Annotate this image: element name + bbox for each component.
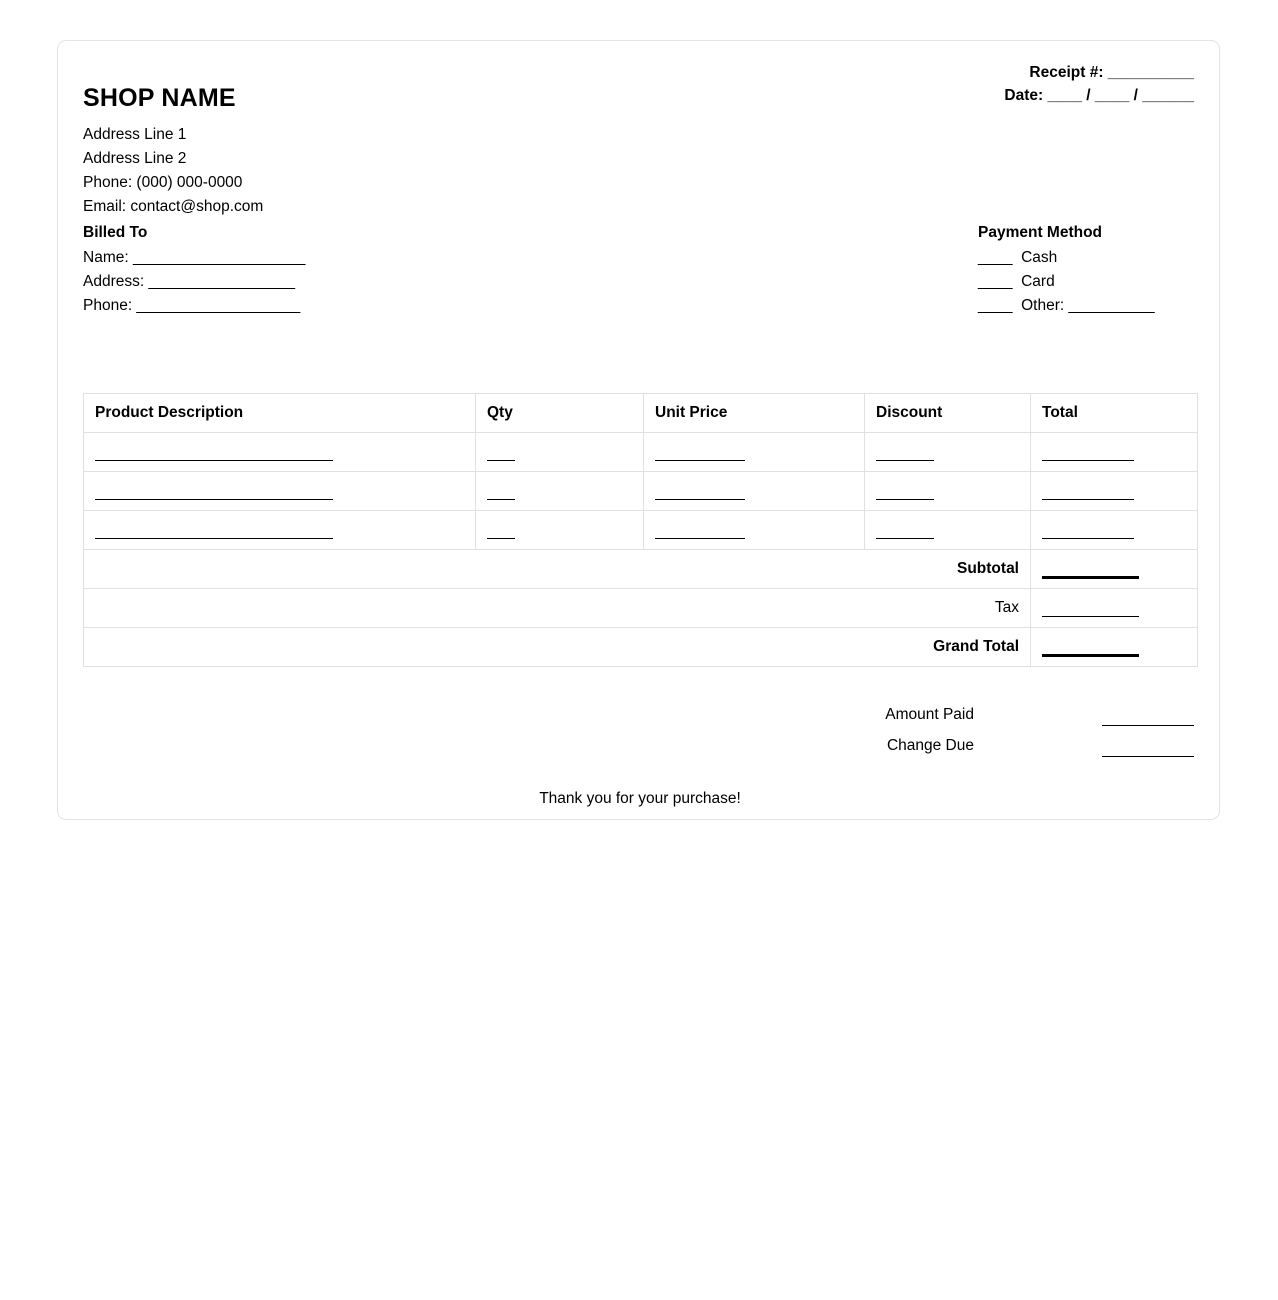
item-description-cell[interactable]	[84, 511, 476, 550]
item-total-cell[interactable]	[1031, 472, 1198, 511]
receipt-date-field[interactable]: Date: ____ / ____ / ______	[1004, 87, 1194, 104]
tax-value-cell[interactable]	[1031, 589, 1198, 628]
item-total-cell[interactable]	[1031, 433, 1198, 472]
amount-paid-rule[interactable]	[1102, 725, 1194, 726]
item-unit-price-cell[interactable]	[644, 472, 865, 511]
column-header-discount: Discount	[865, 394, 1031, 433]
table-row	[84, 433, 1198, 472]
subtotal-value-cell[interactable]	[1031, 550, 1198, 589]
receipt-header	[83, 61, 1194, 221]
item-unit-price-rule	[655, 460, 745, 461]
billed-to-address-field[interactable]: Address: _________________	[83, 273, 296, 290]
shop-address-line-2: Address Line 2	[83, 150, 187, 167]
item-description-cell[interactable]	[84, 472, 476, 511]
item-total-cell[interactable]	[1031, 511, 1198, 550]
shop-contact-block	[83, 123, 263, 219]
item-discount-cell[interactable]	[865, 472, 1031, 511]
item-description-rule	[95, 538, 333, 539]
change-due-rule[interactable]	[1102, 756, 1194, 757]
grand-total-label: Grand Total	[84, 628, 1031, 667]
shop-address-line-1: Address Line 1	[83, 126, 187, 143]
amount-paid-label: Amount Paid	[885, 706, 974, 723]
items-table	[83, 393, 1198, 667]
change-due-row	[83, 737, 1197, 768]
payment-option-other[interactable]: ____ Other: __________	[978, 297, 1155, 314]
billed-to-block	[83, 221, 305, 318]
midsection	[83, 221, 1194, 331]
item-description-rule	[95, 499, 333, 500]
tax-rule	[1042, 616, 1139, 617]
shop-email: Email: contact@shop.com	[83, 198, 264, 215]
change-due-label: Change Due	[886, 737, 974, 754]
shop-phone: Phone: (000) 000-0000	[83, 174, 243, 191]
amount-paid-row	[83, 706, 1197, 737]
tax-row	[84, 589, 1198, 628]
billed-to-phone-field[interactable]: Phone: ___________________	[83, 297, 301, 314]
items-table-body	[84, 433, 1198, 667]
column-header-description: Product Description	[84, 394, 476, 433]
receipt-inner	[83, 61, 1194, 807]
grand-total-row	[84, 628, 1198, 667]
item-total-rule	[1042, 538, 1134, 539]
receipt-number-field[interactable]: Receipt #: __________	[1029, 64, 1194, 81]
thank-you-note: Thank you for your purchase!	[539, 790, 741, 807]
column-header-unit-price: Unit Price	[644, 394, 865, 433]
billed-to-name-field[interactable]: Name: ____________________	[83, 249, 306, 266]
item-qty-rule	[487, 538, 515, 539]
grand-total-rule	[1042, 654, 1139, 657]
subtotal-row	[84, 550, 1198, 589]
payment-method-title: Payment Method	[978, 224, 1103, 241]
receipt-meta-block	[1004, 61, 1194, 107]
receipt-card	[57, 40, 1220, 820]
item-unit-price-cell[interactable]	[644, 511, 865, 550]
table-row	[84, 472, 1198, 511]
item-description-cell[interactable]	[84, 433, 476, 472]
column-header-total: Total	[1031, 394, 1198, 433]
payment-option-card[interactable]: ____ Card	[978, 273, 1055, 290]
item-qty-cell[interactable]	[476, 433, 644, 472]
payment-method-block	[978, 221, 1155, 318]
item-total-rule	[1042, 499, 1134, 500]
subtotal-label: Subtotal	[84, 550, 1031, 589]
item-unit-price-cell[interactable]	[644, 433, 865, 472]
payment-totals-block	[83, 706, 1197, 768]
tax-label: Tax	[84, 589, 1031, 628]
item-qty-cell[interactable]	[476, 472, 644, 511]
payment-option-cash[interactable]: ____ Cash	[978, 249, 1058, 266]
shop-name: SHOP NAME	[83, 84, 236, 112]
item-qty-rule	[487, 499, 515, 500]
table-row	[84, 511, 1198, 550]
column-header-qty: Qty	[476, 394, 644, 433]
item-discount-cell[interactable]	[865, 433, 1031, 472]
item-unit-price-rule	[655, 538, 745, 539]
item-qty-cell[interactable]	[476, 511, 644, 550]
item-discount-rule	[876, 460, 934, 461]
items-table-header-row	[84, 394, 1198, 433]
item-unit-price-rule	[655, 499, 745, 500]
billed-to-title: Billed To	[83, 224, 148, 241]
subtotal-rule	[1042, 576, 1139, 579]
item-discount-cell[interactable]	[865, 511, 1031, 550]
grand-total-value-cell[interactable]	[1031, 628, 1198, 667]
item-total-rule	[1042, 460, 1134, 461]
item-discount-rule	[876, 499, 934, 500]
item-qty-rule	[487, 460, 515, 461]
item-discount-rule	[876, 538, 934, 539]
item-description-rule	[95, 460, 333, 461]
